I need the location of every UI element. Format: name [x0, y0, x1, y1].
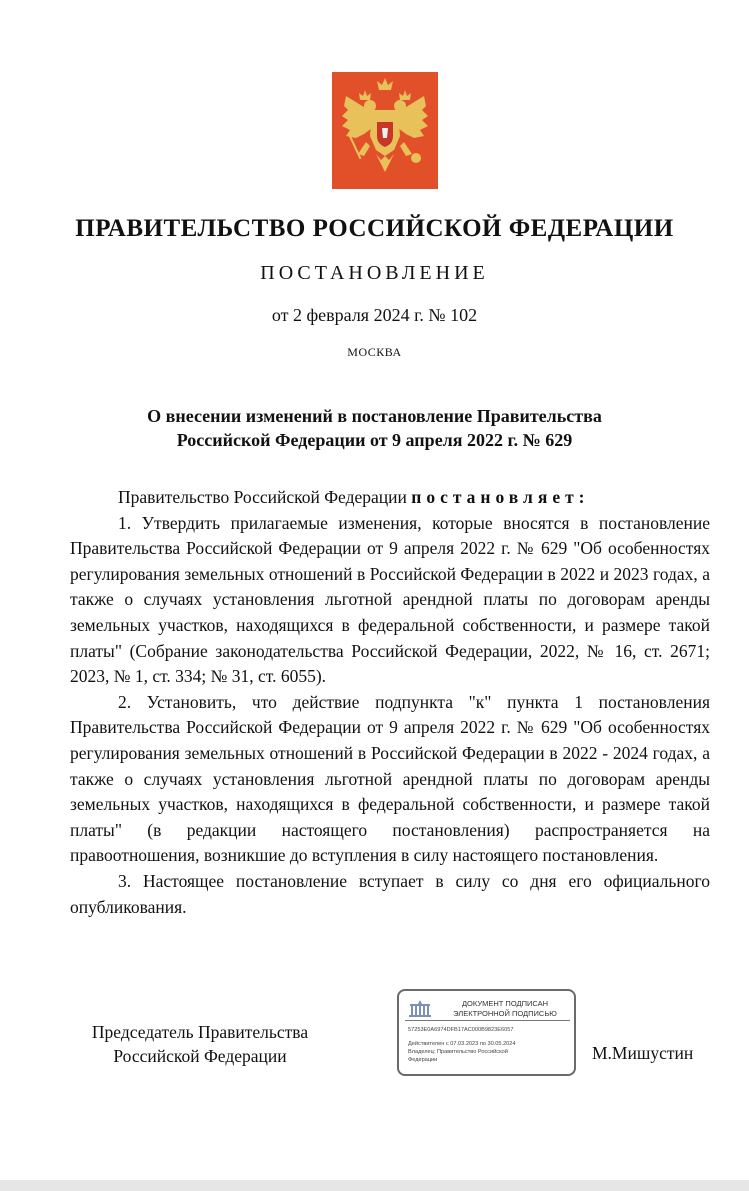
heading-line-1: О внесении изменений в постановление Правительства — [147, 406, 602, 426]
clause-3: 3. Настоящее постановление вступает в силу со дня его официального опубликования. — [70, 870, 710, 917]
preamble-verb: постановляет: — [411, 487, 590, 507]
preamble — [70, 485, 710, 511]
document-city: МОСКВА — [347, 345, 402, 359]
stamp-validity: Действителен с 07.03.2023 по 30.05.2024 — [408, 1041, 516, 1047]
stamp-certificate: 57253E0A6974DFB17AC000B9823E6057 — [408, 1027, 514, 1033]
clause-1: 1. Утвердить прилагаемые изменения, которые вносятся в постановление Правительства Российской Федерации от 9 апреля 2022 г. № 629 "Об особенностях регулирования земельных отношений в Российской Федерации в 2022 и 2023 годах, а также о случаях установления льготной арендной платы по договорам аренды земельных участков, находящихся в федеральной собственности, и размере такой платы" (Собрание законодательства Российской Федерации, 2022, № 16, ст. 2671; 2023, № 1, ст. 334; № 31, ст. 6055). — [70, 512, 710, 687]
heading-line-2: Российской Федерации от 9 апреля 2022 г. № 629 — [176, 430, 573, 450]
document-date-number: от 2 февраля 2024 г. № 102 — [271, 305, 478, 325]
preamble-text: Правительство Российской Федерации — [118, 487, 412, 507]
stamp-title — [439, 999, 571, 1019]
stamp-owner-line-1: Владелец: Правительство Российской — [408, 1049, 508, 1055]
stamp-divider — [405, 1020, 570, 1021]
document-heading — [60, 404, 689, 452]
stamp-owner-line-2: Федерации — [408, 1057, 438, 1063]
government-title: ПРАВИТЕЛЬСТВО РОССИЙСКОЙ ФЕДЕРАЦИИ — [75, 215, 674, 242]
clause-2: 2. Установить, что действие подпункта "к" пункта 1 постановления Правительства Российской Федерации от 9 апреля 2022 г. № 629 "Об особенностях регулирования земельных отношений в Российской Федерации в 2022 - 2024 годах, а также о случаях установления льготной арендной платы по договорам аренды земельных участков, находящихся в федеральной собственности, и размере такой платы" (в редакции настоящего постановления) распространяется на правоотношения, возникшие до вступления в силу настоящего постановления. — [70, 691, 710, 866]
chairman-line-2: Российской Федерации — [113, 1046, 287, 1066]
document-body — [70, 485, 710, 920]
coat-of-arms-icon — [332, 72, 438, 189]
document-type: ПОСТАНОВЛЕНИЕ — [260, 262, 489, 284]
chairman-title — [70, 1020, 330, 1068]
stamp-title-line-1: ДОКУМЕНТ ПОДПИСАН — [461, 999, 549, 1008]
stamp-title-line-2: ЭЛЕКТРОННОЙ ПОДПИСЬЮ — [453, 1009, 557, 1018]
electronic-signature-stamp — [397, 989, 576, 1076]
government-building-icon — [407, 999, 433, 1019]
page-bottom-strip — [0, 1180, 749, 1191]
signer-name: М.Мишустин — [592, 1043, 694, 1063]
chairman-line-1: Председатель Правительства — [91, 1022, 309, 1042]
